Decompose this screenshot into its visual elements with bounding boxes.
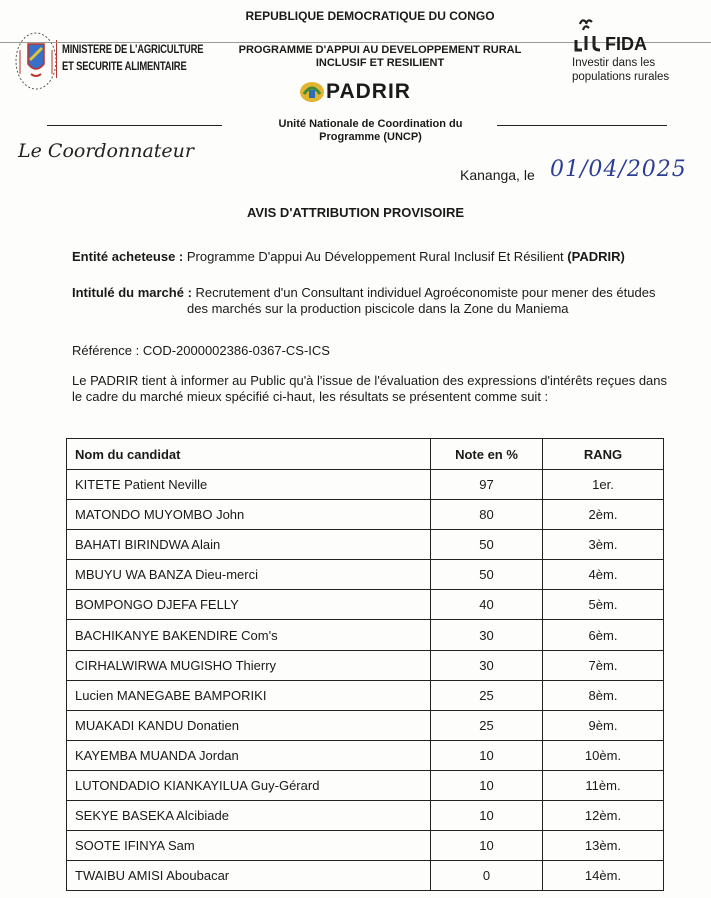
rank-cell: 12èm. <box>543 801 664 831</box>
rank-cell: 14èm. <box>543 861 664 891</box>
ministry-line1: MINISTERE DE L'AGRICULTURE <box>62 44 204 56</box>
rank-cell: 1er. <box>543 470 664 500</box>
contract-title <box>72 285 672 301</box>
purchasing-entity <box>72 249 672 265</box>
candidate-name-cell: KITETE Patient Neville <box>67 470 431 500</box>
rank-cell: 2èm. <box>543 500 664 530</box>
candidate-name-cell: TWAIBU AMISI Aboubacar <box>67 861 431 891</box>
table-row <box>67 590 664 620</box>
notice-title: AVIS D'ATTRIBUTION PROVISOIRE <box>246 205 465 220</box>
program-logo-text: PADRIR <box>326 80 411 103</box>
table-row <box>67 740 664 770</box>
candidate-name-cell: SEKYE BASEKA Alcibiade <box>67 801 431 831</box>
table-row <box>67 530 664 560</box>
table-row <box>67 710 664 740</box>
rank-cell: 10èm. <box>543 740 664 770</box>
contract-value-line2: des marchés sur la production piscicole dans la Zone du Maniema <box>187 301 569 316</box>
rank-cell: 8èm. <box>543 680 664 710</box>
padrir-logo-icon <box>298 80 326 104</box>
fida-name: FIDA <box>605 34 647 54</box>
contract-value-line1: Recrutement d'un Consultant individuel Agroéconomiste pour mener des études <box>195 285 656 300</box>
program-name-line2: INCLUSIF ET RESILIENT <box>315 57 445 69</box>
rank-cell: 4èm. <box>543 560 664 590</box>
header-score: Note en % <box>431 439 543 470</box>
candidate-name-cell: Lucien MANEGABE BAMPORIKI <box>67 680 431 710</box>
table-row <box>67 801 664 831</box>
table-row <box>67 650 664 680</box>
candidate-name-cell: BACHIKANYE BAKENDIRE Com's <box>67 620 431 650</box>
table-row <box>67 560 664 590</box>
candidate-name-cell: KAYEMBA MUANDA Jordan <box>67 740 431 770</box>
candidate-name-cell: MBUYU WA BANZA Dieu-merci <box>67 560 431 590</box>
place-label: Kananga, le <box>460 167 535 183</box>
score-cell: 10 <box>431 831 543 861</box>
header-rank: RANG <box>543 439 664 470</box>
header-candidate-name: Nom du candidat <box>67 439 431 470</box>
table-row <box>67 470 664 500</box>
candidate-name-cell: LUTONDADIO KIANKAYILUA Guy-Gérard <box>67 770 431 800</box>
results-body <box>67 470 664 891</box>
rank-cell: 11èm. <box>543 770 664 800</box>
intro-line2: le cadre du marché mieux spécifié ci-haut, les résultats se présentent comme suit : <box>72 389 549 404</box>
unit-name-line2: Programme (UNCP) <box>319 131 422 143</box>
header-rule-left <box>47 125 222 126</box>
score-cell: 10 <box>431 801 543 831</box>
rank-cell: 6èm. <box>543 620 664 650</box>
fida-logo-icon <box>572 16 604 56</box>
score-cell: 25 <box>431 710 543 740</box>
coat-of-arms-icon <box>14 30 58 92</box>
fida-tagline-line2: populations rurales <box>572 71 670 83</box>
reference: Référence : COD-2000002386-0367-CS-ICS <box>72 343 330 358</box>
score-cell: 30 <box>431 650 543 680</box>
candidate-name-cell: BAHATI BIRINDWA Alain <box>67 530 431 560</box>
score-cell: 25 <box>431 680 543 710</box>
fida-tagline-line1: Investir dans les <box>572 57 656 69</box>
candidate-name-cell: SOOTE IFINYA Sam <box>67 831 431 861</box>
score-cell: 30 <box>431 620 543 650</box>
program-name-line1: PROGRAMME D'APPUI AU DEVELOPPEMENT RURAL <box>238 44 522 56</box>
candidate-name-cell: MATONDO MUYOMBO John <box>67 500 431 530</box>
score-cell: 50 <box>431 530 543 560</box>
score-cell: 10 <box>431 740 543 770</box>
signatory-stamp: Le Coordonnateur <box>18 140 195 162</box>
header-rule-right <box>497 125 667 126</box>
table-row <box>67 620 664 650</box>
results-table <box>66 438 664 891</box>
entity-label: Entité acheteuse : <box>72 249 184 264</box>
intro-line1: Le PADRIR tient à informer au Public qu'à l'issue de l'évaluation des expressions d'intérêts reçues dans <box>72 373 668 388</box>
rank-cell: 7èm. <box>543 650 664 680</box>
handwritten-date: 01/04/2025 <box>550 157 687 182</box>
table-row <box>67 770 664 800</box>
contract-label: Intitulé du marché : <box>72 285 192 300</box>
score-cell: 97 <box>431 470 543 500</box>
table-row <box>67 500 664 530</box>
score-cell: 40 <box>431 590 543 620</box>
rank-cell: 5èm. <box>543 590 664 620</box>
candidate-name-cell: CIRHALWIRWA MUGISHO Thierry <box>67 650 431 680</box>
table-row <box>67 861 664 891</box>
score-cell: 80 <box>431 500 543 530</box>
table-row <box>67 831 664 861</box>
ministry-divider <box>56 40 57 78</box>
rank-cell: 13èm. <box>543 831 664 861</box>
entity-acronym: (PADRIR) <box>567 249 625 264</box>
entity-value: Programme D'appui Au Développement Rural Inclusif Et Résilient <box>186 249 564 264</box>
table-header-row <box>67 439 664 470</box>
unit-name-line1: Unité Nationale de Coordination du <box>278 118 463 130</box>
score-cell: 0 <box>431 861 543 891</box>
ministry-line2: ET SECURITE ALIMENTAIRE <box>62 61 187 73</box>
rank-cell: 3èm. <box>543 530 664 560</box>
country-name: REPUBLIQUE DEMOCRATIQUE DU CONGO <box>245 9 495 23</box>
score-cell: 50 <box>431 560 543 590</box>
candidate-name-cell: MUAKADI KANDU Donatien <box>67 710 431 740</box>
table-row <box>67 680 664 710</box>
candidate-name-cell: BOMPONGO DJEFA FELLY <box>67 590 431 620</box>
score-cell: 10 <box>431 770 543 800</box>
rank-cell: 9èm. <box>543 710 664 740</box>
